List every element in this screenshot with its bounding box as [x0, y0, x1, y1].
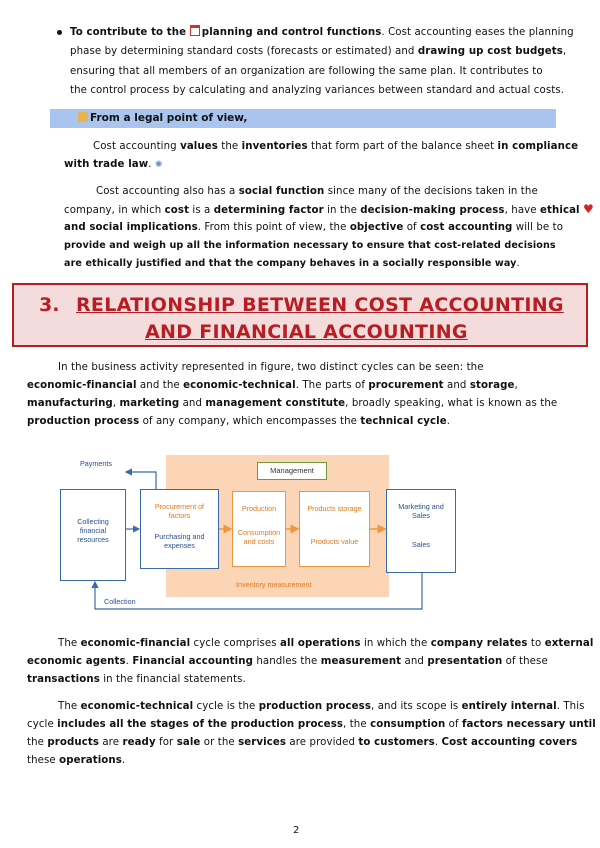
legal-line-2: [64, 156, 163, 174]
heading-number: 3.: [39, 294, 60, 316]
text: , and its scope is: [371, 701, 462, 712]
bold-text: To contribute to the: [70, 27, 190, 38]
text: , broadly speaking, what is known as the: [345, 398, 558, 409]
bold-text: transactions: [27, 674, 100, 685]
bold-text: economic agents: [27, 656, 126, 667]
econfin-line-2: [27, 653, 548, 670]
text: in the financial statements.: [99, 674, 246, 685]
text: company, in which: [64, 205, 165, 216]
band-heading: [78, 111, 247, 126]
text: , the: [343, 719, 371, 730]
text: of: [403, 222, 421, 233]
bold-text: consumption: [370, 719, 446, 730]
text: .: [148, 159, 152, 170]
business-cycle-diagram: [60, 455, 460, 613]
text: and: [179, 398, 206, 409]
bold-text: cost: [164, 205, 190, 216]
bold-text: planning and control functions: [201, 27, 382, 38]
text: and: [401, 656, 428, 667]
text: ,: [514, 380, 518, 391]
bold-text: in compliance: [497, 141, 579, 152]
text: phase by determining standard costs (forecasts or estimated) and: [70, 46, 418, 57]
section-heading-box: [12, 283, 588, 347]
page-number: 2: [293, 825, 300, 836]
box-text: Consumption: [237, 528, 281, 537]
bold-text: entirely internal: [461, 701, 557, 712]
intro-line-2: [27, 377, 518, 394]
econfin-line-3: [27, 671, 246, 688]
social-line-4: [64, 237, 556, 254]
bold-text: and social implications: [64, 222, 198, 233]
inventory-label: Inventory measurement: [236, 580, 312, 589]
bold-text: are ethically justified and that the company behaves in a socially responsible way: [64, 258, 517, 269]
bold-text: measurement: [320, 656, 402, 667]
bold-text: technical cycle: [360, 416, 447, 427]
bold-text: to customers: [358, 737, 435, 748]
box-text: Collecting: [77, 517, 109, 526]
text: .: [516, 258, 520, 269]
econtech-line-3: [27, 734, 577, 751]
text: .: [446, 416, 451, 427]
bold-text: management constitute: [205, 398, 346, 409]
text: . The parts of: [295, 380, 369, 391]
bold-text: sale: [176, 737, 201, 748]
bold-text: manufacturing: [27, 398, 113, 409]
bold-text: drawing up cost budgets: [417, 46, 563, 57]
bold-text: company relates: [430, 638, 528, 649]
bold-text: all operations: [280, 638, 361, 649]
bold-text: ethical: [540, 205, 580, 216]
band-label: From a legal point of view,: [90, 112, 248, 124]
bold-text: decision-making process: [360, 205, 505, 216]
bold-text: presentation: [427, 656, 503, 667]
text: in the: [323, 205, 361, 216]
bold-text: products: [47, 737, 99, 748]
bold-text: services: [238, 737, 287, 748]
bold-text: objective: [349, 222, 404, 233]
box-title: Products storage: [307, 504, 362, 513]
bullet-dot: [57, 30, 62, 35]
text: The: [58, 638, 81, 649]
text: in which the: [360, 638, 431, 649]
box-text: and costs: [243, 537, 275, 546]
bold-text: social function: [238, 186, 325, 197]
text: are provided: [286, 737, 359, 748]
bold-text: values: [180, 141, 218, 152]
bold-text: economic-technical: [80, 701, 194, 712]
heart-icon: ♥: [583, 202, 594, 216]
bold-text: storage: [469, 380, 515, 391]
text: since many of the decisions taken in the: [324, 186, 538, 197]
text: for: [155, 737, 177, 748]
sparkle-icon: ✺: [154, 160, 163, 170]
bold-text: procurement: [368, 380, 444, 391]
text: the: [27, 737, 48, 748]
text: cycle comprises: [190, 638, 281, 649]
text: , have: [504, 205, 541, 216]
bold-text: factors necessary until: [462, 719, 596, 730]
text: ,: [562, 46, 567, 57]
text: is a: [189, 205, 214, 216]
bold-text: includes all the stages of the production process: [57, 719, 344, 730]
legal-line-1: [93, 138, 578, 155]
text: the: [217, 141, 242, 152]
text: to: [527, 638, 545, 649]
bold-text: economic-technical: [183, 380, 296, 391]
text: of any company, which encompasses the: [139, 416, 361, 427]
collection-label: Collection: [104, 597, 136, 606]
econtech-line-4: [27, 752, 125, 769]
payments-arrow: [126, 472, 156, 489]
bold-text: marketing: [119, 398, 180, 409]
bold-text: operations: [59, 755, 122, 766]
text: ,: [112, 398, 120, 409]
text: .: [125, 656, 133, 667]
social-line-3: [64, 219, 563, 236]
box-title: Sales: [412, 511, 430, 520]
bold-text: provide and weigh up all the information necessary to ensure that cost-related decisions: [64, 240, 556, 251]
bold-text: production process: [258, 701, 372, 712]
text: handles the: [252, 656, 321, 667]
production-box: [232, 491, 286, 567]
box-text: expenses: [164, 541, 195, 550]
text: Cost accounting also has a: [96, 186, 239, 197]
text: these: [27, 755, 60, 766]
management-box: Management: [257, 462, 327, 480]
text: and: [443, 380, 470, 391]
intro-line-3: [27, 395, 557, 412]
text: of these: [502, 656, 548, 667]
collection-arrow: [95, 573, 422, 609]
heading-line-2: AND FINANCIAL ACCOUNTING: [145, 321, 468, 343]
econtech-line-2: [27, 716, 596, 733]
text: are: [99, 737, 123, 748]
bullet-line-3: ensuring that all members of an organization are following the same plan. It contributes to: [70, 66, 543, 77]
text: .: [434, 737, 442, 748]
bullet-line-4: the control process by calculating and analyzing variances between standard and actual costs.: [70, 85, 565, 96]
text: . Cost accounting eases the planning: [381, 27, 574, 38]
box-text: financial: [79, 526, 107, 535]
text: .: [121, 755, 126, 766]
social-line-5: [64, 255, 520, 272]
text: that form part of the balance sheet: [307, 141, 498, 152]
bold-text: determining factor: [213, 205, 324, 216]
text: . From this point of view, the: [197, 222, 350, 233]
procurement-box: [140, 489, 219, 569]
bold-text: with trade law: [64, 159, 149, 170]
intro-line-4: [27, 413, 450, 430]
bold-text: economic-financial: [80, 638, 191, 649]
text: or the: [200, 737, 239, 748]
box-text: resources: [77, 535, 109, 544]
box-text: Purchasing and: [154, 532, 205, 541]
social-line-1: [96, 183, 538, 200]
collecting-box: [60, 489, 126, 581]
bold-text: cost accounting: [420, 222, 513, 233]
bold-text: production process: [27, 416, 140, 427]
econfin-line-1: [58, 635, 593, 652]
bullet-line-1: [70, 24, 574, 41]
bold-text: inventories: [241, 141, 308, 152]
box-text: Sales: [412, 540, 430, 549]
box-text: Products value: [310, 537, 359, 546]
text: will be to: [512, 222, 564, 233]
calendar-icon: [190, 25, 200, 36]
bold-text: Financial accounting: [132, 656, 253, 667]
bold-text: economic-financial: [27, 380, 137, 391]
social-line-2: [64, 201, 594, 219]
box-title: Marketing and: [398, 502, 444, 511]
marketing-box: [386, 489, 456, 573]
econtech-line-1: [58, 698, 585, 715]
text: of: [445, 719, 463, 730]
text: . This: [556, 701, 585, 712]
heading-line-1: RELATIONSHIP BETWEEN COST ACCOUNTING: [76, 294, 564, 316]
judge-icon: [78, 112, 88, 122]
payments-label: Payments: [80, 459, 112, 468]
text: and the: [136, 380, 184, 391]
box-title: Procurement of: [154, 502, 205, 511]
bold-text: external: [544, 638, 594, 649]
text: cycle is the: [193, 701, 259, 712]
bullet-line-2: [70, 43, 566, 60]
text: The: [58, 701, 81, 712]
box-title: Production: [241, 504, 277, 513]
box-title: factors: [168, 511, 191, 520]
intro-line-1: In the business activity represented in figure, two distinct cycles can be seen: the: [58, 362, 484, 373]
products-storage-box: [299, 491, 370, 567]
text: Cost accounting: [93, 141, 181, 152]
text: cycle: [27, 719, 58, 730]
bold-text: Cost accounting covers: [441, 737, 578, 748]
bold-text: ready: [122, 737, 156, 748]
